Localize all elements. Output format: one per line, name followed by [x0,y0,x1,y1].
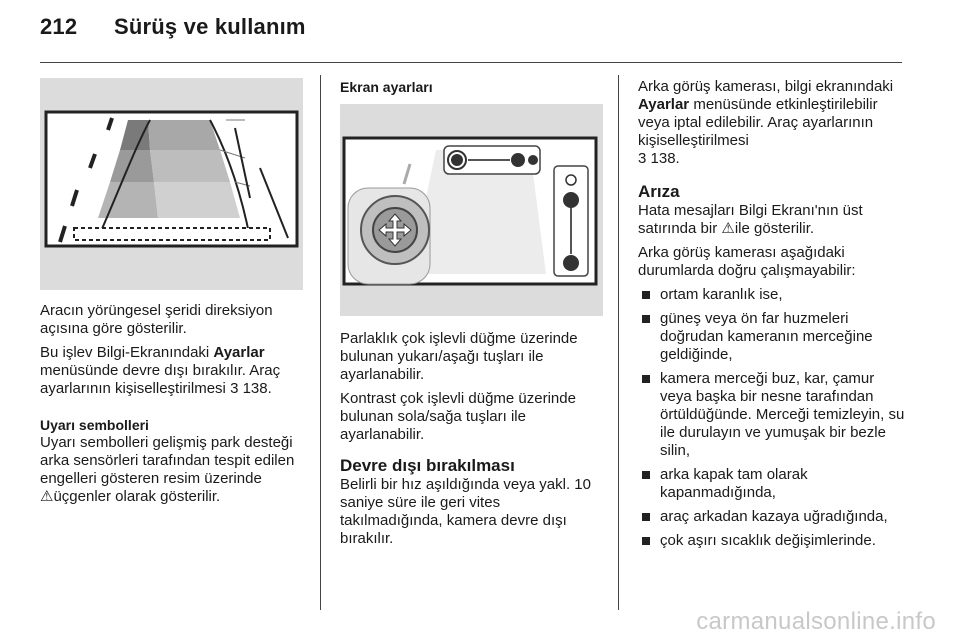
trajectory-illustration [40,78,303,290]
header-rule [40,62,902,63]
list-item: araç arkadan kazaya uğradığında, [638,508,906,526]
page-title: Sürüş ve kullanım [114,14,306,39]
reference-arrow-icon: 3 [230,380,239,397]
column-divider-2 [618,75,619,610]
col1-paragraph-1: Aracın yörüngesel şeridi direksiyon açısına göre gösterilir. [40,302,273,337]
column-2 [340,78,606,96]
column-2-text [340,330,606,554]
deactivation-heading: Devre dışı bırakılması [340,456,515,475]
fault-list [638,286,906,550]
list-item: çok aşırı sıcaklık değişimlerinde. [638,532,906,550]
trajectory-svg [40,78,303,290]
column-divider-1 [320,75,321,610]
screen-settings-heading: Ekran ayarları [340,79,433,95]
col2-paragraph-3: Belirli bir hız aşıldığında veya yakl. 10 saniye süre ile geri vites takılmadığında, kamera devre dışı bırakılır. [340,476,591,547]
screen-settings-illustration [340,104,603,316]
reference-arrow-icon: 3 [638,150,647,167]
col3-paragraph-1: Arka görüş kamerası, bilgi ekranındaki Ayarlar menüsünde etkinleştirilebilir veya iptal edilebilir. Araç ayarlarının kişiselleştirilmesi 3 138. [638,78,894,167]
col2-paragraph-2: Kontrast çok işlevli düğme üzerinde bulunan sola/sağa tuşları ile ayarlanabilir. [340,390,576,443]
warning-symbols-heading: Uyarı sembolleri [40,417,149,433]
warning-triangle-icon: ⚠ [721,220,735,237]
col1-paragraph-2: Bu işlev Bilgi-Ekranındaki Ayarlar menüsünde devre dışı bırakılır. Araç ayarlarının kişiselleştirilmesi 3 138. [40,344,281,397]
col3-paragraph-2: Hata mesajları Bilgi Ekranı'nın üst satırında bir ⚠ile gösterilir. [638,202,863,237]
list-item: ortam karanlık ise, [638,286,906,304]
list-item: güneş veya ön far huzmeleri doğrudan kameranın merceğine geldiğinde, [638,310,906,364]
list-item: kamera merceği buz, kar, çamur veya başka bir nesne tarafından örtüldüğünde. Merceği temizleyin, su ile durulayın ve yumuşak bir bezle silin, [638,370,906,460]
watermark: carmanualsonline.info [696,608,936,635]
fault-heading: Arıza [638,182,680,201]
page-number: 212 [40,14,78,39]
list-item: arka kapak tam olarak kapanmadığında, [638,466,906,502]
warning-triangle-icon: ⚠ [40,488,54,505]
column-1 [40,302,306,512]
col1-paragraph-3: Uyarı sembolleri gelişmiş park desteği arka sensörleri tarafından tespit edilen engelleri gösteren resim üzerinde ⚠üçgenler olarak gösterilir. [40,434,295,505]
col2-paragraph-1: Parlaklık çok işlevli düğme üzerinde bulunan yukarı/aşağı tuşları ile ayarlanabilir. [340,330,578,383]
col3-paragraph-3: Arka görüş kamerası aşağıdaki durumlarda doğru çalışmayabilir: [638,244,856,279]
column-3 [638,78,906,556]
screen-settings-svg [340,104,603,316]
page-header [40,14,306,40]
